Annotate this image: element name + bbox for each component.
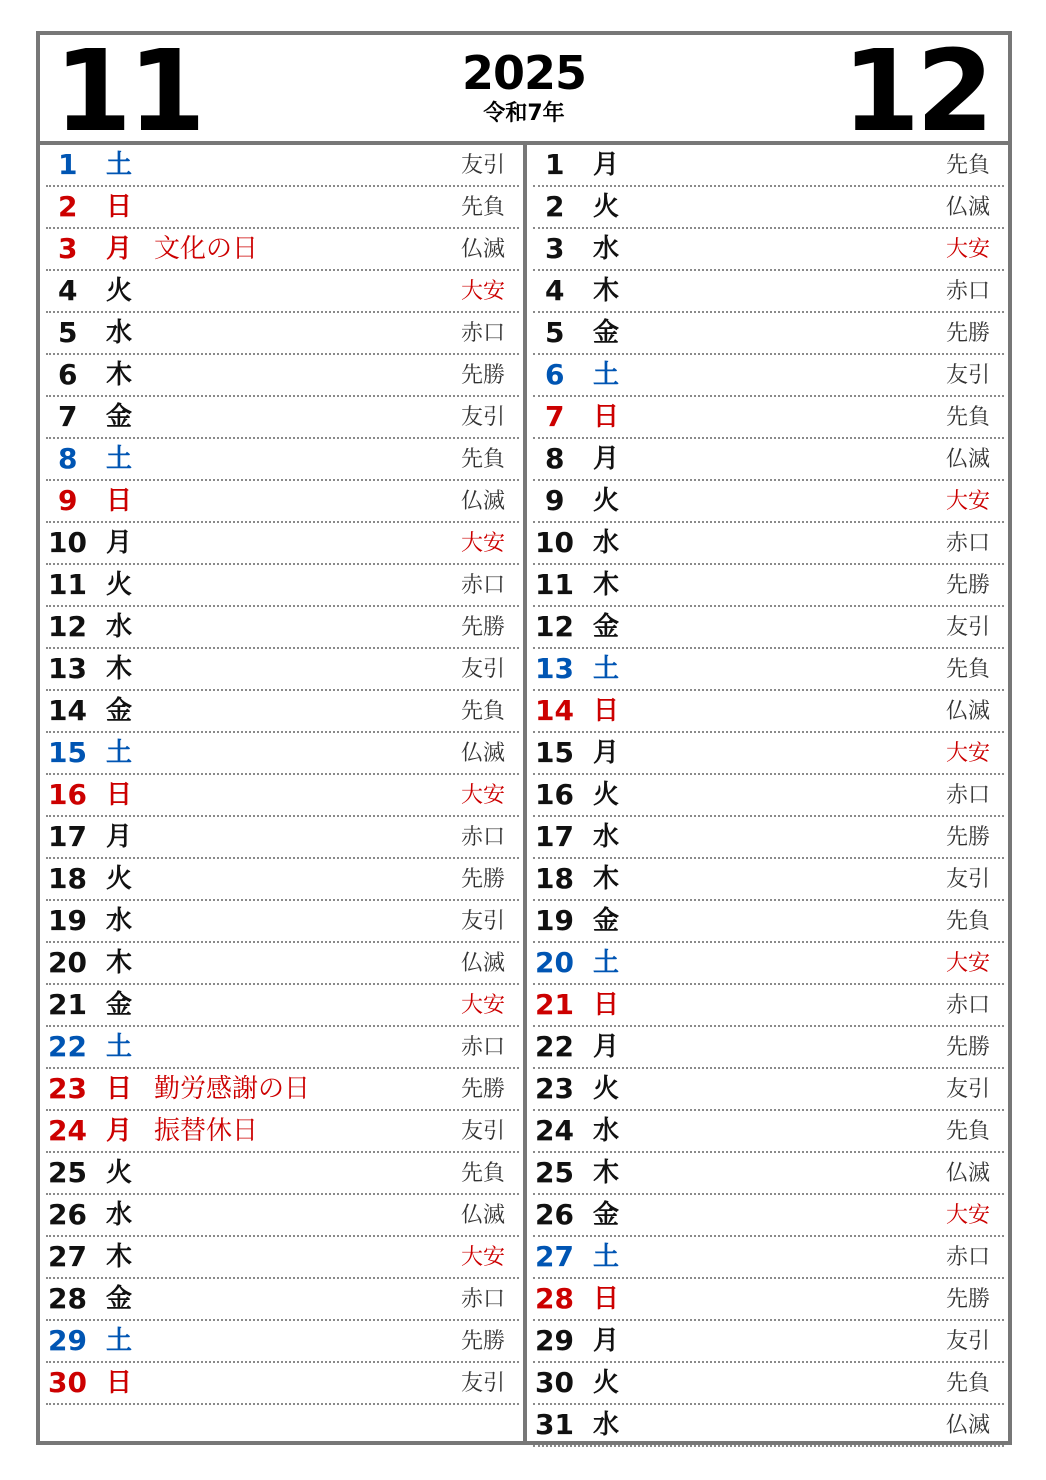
day-number: 6 <box>58 358 78 391</box>
rokuyo-label: 仏滅 <box>945 699 990 724</box>
rokuyo-label: 大安 <box>460 279 505 304</box>
rokuyo-label: 仏滅 <box>460 951 505 976</box>
rokuyo-label: 先勝 <box>945 825 990 850</box>
rokuyo-label: 大安 <box>945 1203 990 1228</box>
day-number: 14 <box>48 694 87 727</box>
day-row <box>533 1321 1004 1363</box>
rokuyo-label: 先負 <box>945 1119 990 1144</box>
day-number: 24 <box>535 1114 574 1147</box>
day-number: 22 <box>535 1030 574 1063</box>
day-number: 19 <box>48 904 87 937</box>
day-row <box>533 1279 1004 1321</box>
rokuyo-label: 仏滅 <box>945 195 990 220</box>
weekday-label: 月 <box>593 444 620 474</box>
rokuyo-label: 大安 <box>460 531 505 556</box>
rokuyo-label: 仏滅 <box>460 741 505 766</box>
day-row <box>46 1363 519 1405</box>
day-number: 8 <box>58 442 78 475</box>
day-row <box>46 985 519 1027</box>
weekday-label: 火 <box>106 864 133 894</box>
day-row <box>46 1237 519 1279</box>
day-number: 16 <box>535 778 574 811</box>
day-number: 12 <box>535 610 574 643</box>
day-row <box>533 1027 1004 1069</box>
weekday-label: 日 <box>593 1284 620 1314</box>
rokuyo-label: 赤口 <box>945 1245 990 1270</box>
rokuyo-label: 仏滅 <box>460 1203 505 1228</box>
day-row <box>533 1363 1004 1405</box>
day-number: 12 <box>48 610 87 643</box>
rokuyo-label: 友引 <box>460 1371 505 1396</box>
day-row <box>46 691 519 733</box>
rokuyo-label: 赤口 <box>460 321 505 346</box>
day-row <box>46 1321 519 1363</box>
day-row <box>46 1111 519 1153</box>
rokuyo-label: 仏滅 <box>460 489 505 514</box>
holiday-name: 振替休日 <box>154 1116 259 1146</box>
day-row <box>46 187 519 229</box>
weekday-label: 日 <box>106 486 133 516</box>
day-number: 20 <box>48 946 87 979</box>
day-number: 17 <box>535 820 574 853</box>
rokuyo-label: 先負 <box>945 657 990 682</box>
day-number: 18 <box>48 862 87 895</box>
rokuyo-label: 先勝 <box>460 1077 505 1102</box>
day-number: 27 <box>48 1240 87 1273</box>
day-row <box>533 1153 1004 1195</box>
day-row <box>533 397 1004 439</box>
day-number: 28 <box>48 1282 87 1315</box>
weekday-label: 木 <box>593 864 620 894</box>
rokuyo-label: 大安 <box>460 783 505 808</box>
rokuyo-label: 先勝 <box>945 1035 990 1060</box>
day-row <box>533 859 1004 901</box>
weekday-label: 日 <box>593 696 620 726</box>
day-row <box>46 1027 519 1069</box>
rokuyo-label: 先勝 <box>460 867 505 892</box>
day-number: 29 <box>48 1324 87 1357</box>
rokuyo-label: 先負 <box>460 1161 505 1186</box>
day-number: 23 <box>48 1072 87 1105</box>
day-row <box>46 901 519 943</box>
day-row <box>46 1279 519 1321</box>
weekday-label: 日 <box>106 1368 133 1398</box>
day-number: 13 <box>48 652 87 685</box>
rokuyo-label: 先負 <box>460 195 505 220</box>
weekday-label: 水 <box>593 234 620 264</box>
weekday-label: 水 <box>593 822 620 852</box>
weekday-label: 土 <box>106 738 133 768</box>
rokuyo-label: 友引 <box>945 363 990 388</box>
weekday-label: 月 <box>106 1116 133 1146</box>
weekday-label: 火 <box>593 486 620 516</box>
day-row <box>533 523 1004 565</box>
weekday-label: 金 <box>593 612 620 642</box>
day-row <box>533 691 1004 733</box>
day-number: 5 <box>58 316 78 349</box>
weekday-label: 水 <box>593 1410 620 1440</box>
day-row <box>46 565 519 607</box>
weekday-label: 土 <box>106 444 133 474</box>
day-number: 29 <box>535 1324 574 1357</box>
day-row <box>533 901 1004 943</box>
day-number: 16 <box>48 778 87 811</box>
day-number: 14 <box>535 694 574 727</box>
weekday-label: 土 <box>106 1326 133 1356</box>
weekday-label: 水 <box>593 528 620 558</box>
rokuyo-label: 先負 <box>945 405 990 430</box>
weekday-label: 火 <box>106 1158 133 1188</box>
year-label: 2025 <box>461 46 587 100</box>
day-number: 30 <box>48 1366 87 1399</box>
rokuyo-label: 先勝 <box>945 321 990 346</box>
rokuyo-label: 大安 <box>945 237 990 262</box>
weekday-label: 土 <box>106 1032 133 1062</box>
weekday-label: 木 <box>106 654 133 684</box>
weekday-label: 木 <box>106 1242 133 1272</box>
calendar-frame <box>36 27 1012 1445</box>
rokuyo-label: 先勝 <box>460 363 505 388</box>
weekday-label: 土 <box>593 360 620 390</box>
rokuyo-label: 大安 <box>460 1245 505 1270</box>
day-row <box>46 1153 519 1195</box>
rokuyo-label: 大安 <box>945 741 990 766</box>
day-row <box>533 943 1004 985</box>
december-column <box>527 145 1008 1441</box>
rokuyo-label: 友引 <box>945 1329 990 1354</box>
rokuyo-label: 先負 <box>945 153 990 178</box>
day-number: 1 <box>58 148 78 181</box>
day-row <box>46 523 519 565</box>
day-row <box>533 439 1004 481</box>
day-number: 25 <box>48 1156 87 1189</box>
weekday-label: 水 <box>106 318 133 348</box>
weekday-label: 日 <box>593 990 620 1020</box>
weekday-label: 水 <box>593 1116 620 1146</box>
day-number: 25 <box>535 1156 574 1189</box>
day-row <box>533 1237 1004 1279</box>
weekday-label: 日 <box>593 402 620 432</box>
rokuyo-label: 先負 <box>945 909 990 934</box>
day-row <box>533 1069 1004 1111</box>
day-number: 7 <box>545 400 565 433</box>
day-row <box>46 775 519 817</box>
rokuyo-label: 赤口 <box>460 825 505 850</box>
day-number: 27 <box>535 1240 574 1273</box>
day-number: 9 <box>58 484 78 517</box>
november-column <box>40 145 527 1441</box>
weekday-label: 火 <box>593 1074 620 1104</box>
weekday-label: 金 <box>593 906 620 936</box>
rokuyo-label: 友引 <box>945 1077 990 1102</box>
day-row <box>533 565 1004 607</box>
day-row <box>533 817 1004 859</box>
era-label: 令和7年 <box>483 101 565 126</box>
rokuyo-label: 友引 <box>460 1119 505 1144</box>
weekday-label: 火 <box>106 276 133 306</box>
day-row <box>533 649 1004 691</box>
weekday-label: 火 <box>593 1368 620 1398</box>
rokuyo-label: 大安 <box>945 951 990 976</box>
day-number: 11 <box>535 568 574 601</box>
day-row <box>533 1405 1004 1447</box>
day-row <box>46 1069 519 1111</box>
weekday-label: 月 <box>106 528 133 558</box>
day-number: 13 <box>535 652 574 685</box>
weekday-label: 月 <box>106 234 133 264</box>
rokuyo-label: 先負 <box>460 447 505 472</box>
day-row <box>46 1195 519 1237</box>
rokuyo-label: 先勝 <box>460 615 505 640</box>
day-number: 18 <box>535 862 574 895</box>
rokuyo-label: 先負 <box>460 699 505 724</box>
day-number: 23 <box>535 1072 574 1105</box>
day-number: 1 <box>545 148 565 181</box>
rokuyo-label: 先勝 <box>945 1287 990 1312</box>
day-number: 26 <box>535 1198 574 1231</box>
day-row <box>533 1111 1004 1153</box>
weekday-label: 日 <box>106 1074 133 1104</box>
rokuyo-label: 先負 <box>945 1371 990 1396</box>
weekday-label: 金 <box>106 696 133 726</box>
day-row <box>533 733 1004 775</box>
rokuyo-label: 赤口 <box>945 531 990 556</box>
weekday-label: 火 <box>593 780 620 810</box>
day-number: 30 <box>535 1366 574 1399</box>
rokuyo-label: 友引 <box>460 909 505 934</box>
day-number: 10 <box>48 526 87 559</box>
day-number: 15 <box>535 736 574 769</box>
day-row <box>46 817 519 859</box>
weekday-label: 水 <box>106 612 133 642</box>
day-row <box>533 313 1004 355</box>
day-number: 21 <box>535 988 574 1021</box>
day-row <box>46 733 519 775</box>
weekday-label: 水 <box>106 1200 133 1230</box>
rokuyo-label: 友引 <box>945 615 990 640</box>
weekday-label: 月 <box>593 738 620 768</box>
day-row <box>533 355 1004 397</box>
day-row <box>46 355 519 397</box>
weekday-label: 木 <box>593 1158 620 1188</box>
day-number: 9 <box>545 484 565 517</box>
day-row <box>46 313 519 355</box>
weekday-label: 月 <box>593 1032 620 1062</box>
rokuyo-label: 仏滅 <box>945 1161 990 1186</box>
day-number: 19 <box>535 904 574 937</box>
rokuyo-label: 先勝 <box>460 1329 505 1354</box>
calendar-header <box>40 27 1008 157</box>
left-month-number: 11 <box>54 27 202 157</box>
day-number: 3 <box>58 232 78 265</box>
rokuyo-label: 大安 <box>945 489 990 514</box>
day-number: 28 <box>535 1282 574 1315</box>
day-row <box>533 145 1004 187</box>
day-number: 6 <box>545 358 565 391</box>
weekday-label: 木 <box>593 570 620 600</box>
rokuyo-label: 仏滅 <box>945 1413 990 1438</box>
day-number: 4 <box>58 274 78 307</box>
rokuyo-label: 仏滅 <box>460 237 505 262</box>
day-row <box>46 397 519 439</box>
day-row <box>533 271 1004 313</box>
weekday-label: 火 <box>106 570 133 600</box>
rokuyo-label: 仏滅 <box>945 447 990 472</box>
day-number: 17 <box>48 820 87 853</box>
weekday-label: 金 <box>106 1284 133 1314</box>
day-number: 20 <box>535 946 574 979</box>
day-row <box>533 607 1004 649</box>
rokuyo-label: 先勝 <box>945 573 990 598</box>
day-number: 11 <box>48 568 87 601</box>
day-row <box>533 229 1004 271</box>
day-number: 8 <box>545 442 565 475</box>
day-row <box>533 775 1004 817</box>
weekday-label: 火 <box>593 192 620 222</box>
day-row <box>46 481 519 523</box>
rokuyo-label: 大安 <box>460 993 505 1018</box>
day-row <box>46 229 519 271</box>
rokuyo-label: 友引 <box>460 153 505 178</box>
rokuyo-label: 赤口 <box>460 1287 505 1312</box>
right-month-number: 12 <box>842 27 990 157</box>
weekday-label: 土 <box>593 654 620 684</box>
day-number: 21 <box>48 988 87 1021</box>
day-row <box>46 145 519 187</box>
weekday-label: 日 <box>106 780 133 810</box>
day-row <box>46 607 519 649</box>
day-number: 22 <box>48 1030 87 1063</box>
weekday-label: 金 <box>593 1200 620 1230</box>
weekday-label: 木 <box>593 276 620 306</box>
day-number: 4 <box>545 274 565 307</box>
day-number: 24 <box>48 1114 87 1147</box>
weekday-label: 金 <box>106 402 133 432</box>
day-row <box>533 1195 1004 1237</box>
day-number: 2 <box>58 190 78 223</box>
day-number: 15 <box>48 736 87 769</box>
rokuyo-label: 赤口 <box>945 279 990 304</box>
day-number: 3 <box>545 232 565 265</box>
rokuyo-label: 赤口 <box>460 573 505 598</box>
weekday-label: 月 <box>106 822 133 852</box>
rokuyo-label: 赤口 <box>460 1035 505 1060</box>
day-row <box>46 439 519 481</box>
day-row <box>533 187 1004 229</box>
weekday-label: 金 <box>593 318 620 348</box>
day-number: 10 <box>535 526 574 559</box>
rokuyo-label: 友引 <box>945 867 990 892</box>
rokuyo-label: 友引 <box>460 405 505 430</box>
day-row <box>533 985 1004 1027</box>
weekday-label: 土 <box>593 948 620 978</box>
holiday-name: 勤労感謝の日 <box>154 1074 311 1104</box>
day-row <box>46 649 519 691</box>
weekday-label: 金 <box>106 990 133 1020</box>
day-row <box>46 943 519 985</box>
rokuyo-label: 赤口 <box>945 783 990 808</box>
day-number: 31 <box>535 1408 574 1441</box>
weekday-label: 月 <box>593 1326 620 1356</box>
weekday-label: 木 <box>106 360 133 390</box>
rokuyo-label: 友引 <box>460 657 505 682</box>
weekday-label: 土 <box>106 150 133 180</box>
day-row <box>46 859 519 901</box>
day-row <box>533 481 1004 523</box>
day-number: 2 <box>545 190 565 223</box>
weekday-label: 土 <box>593 1242 620 1272</box>
day-number: 26 <box>48 1198 87 1231</box>
day-row <box>46 271 519 313</box>
weekday-label: 木 <box>106 948 133 978</box>
day-number: 5 <box>545 316 565 349</box>
weekday-label: 月 <box>593 150 620 180</box>
weekday-label: 水 <box>106 906 133 936</box>
day-number: 7 <box>58 400 78 433</box>
weekday-label: 日 <box>106 192 133 222</box>
holiday-name: 文化の日 <box>154 234 259 264</box>
rokuyo-label: 赤口 <box>945 993 990 1018</box>
